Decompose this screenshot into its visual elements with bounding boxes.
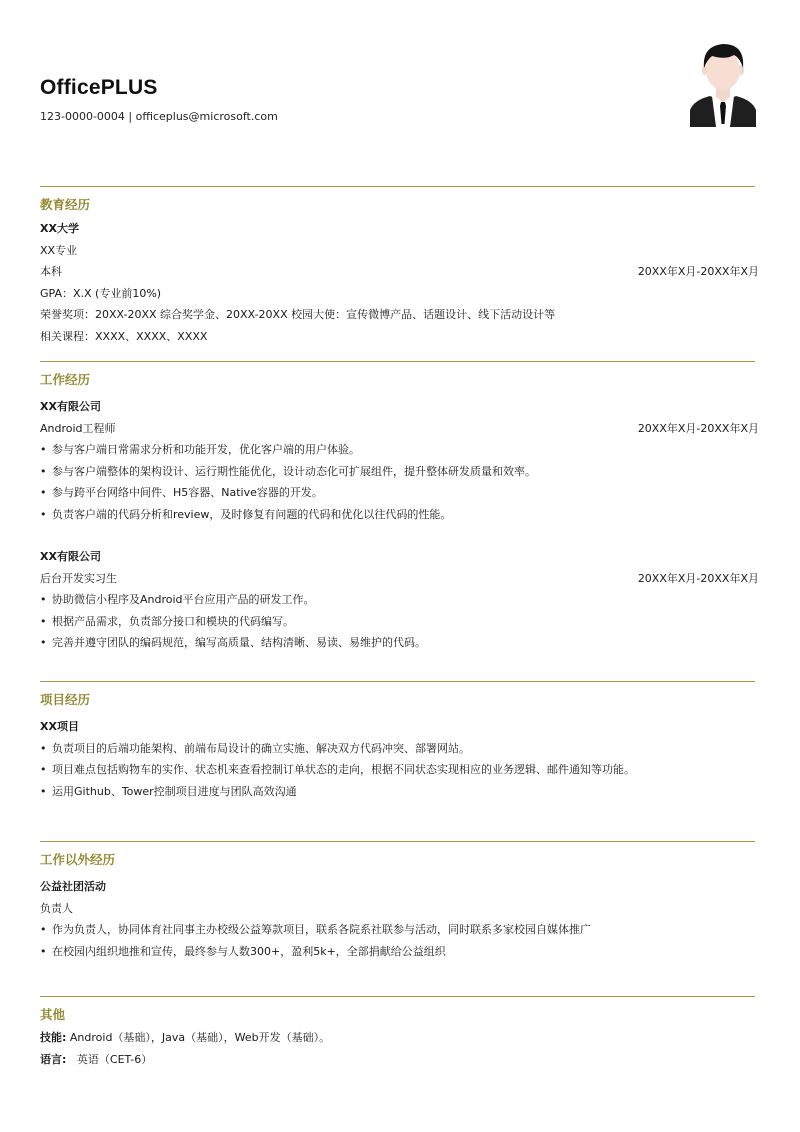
section-divider bbox=[40, 186, 755, 187]
job-role: 后台开发实习生 bbox=[40, 571, 117, 585]
extra-section bbox=[40, 841, 755, 962]
bullet-icon: • bbox=[40, 923, 47, 936]
bullet-icon: • bbox=[40, 443, 47, 456]
job-role: Android工程师 bbox=[40, 421, 116, 435]
avatar bbox=[690, 40, 756, 127]
major: XX专业 bbox=[40, 243, 78, 257]
list-item: • 负责项目的后端功能架构、前端布局设计的确立实施、解决双方代码冲突、部署网站。 bbox=[40, 738, 755, 760]
list-item: • 协助微信小程序及Android平台应用产品的研发工作。 bbox=[40, 589, 755, 611]
section-divider bbox=[40, 681, 755, 682]
degree-row bbox=[40, 261, 759, 283]
section-title-other: 其他 bbox=[40, 1007, 66, 1022]
other-section bbox=[40, 996, 755, 1070]
education-section bbox=[40, 186, 759, 347]
gpa: GPA：X.X (专业前10%) bbox=[40, 286, 162, 300]
list-item: • 参与客户端日常需求分析和功能开发，优化客户端的用户体验。 bbox=[40, 439, 755, 461]
job-role-row bbox=[40, 568, 759, 590]
job-date: 20XX年X月-20XX年X月 bbox=[637, 421, 759, 435]
degree: 本科 bbox=[40, 265, 62, 278]
bullet-icon: • bbox=[40, 614, 47, 628]
bullet-icon: • bbox=[40, 593, 47, 606]
company-name: XX有限公司 bbox=[40, 550, 101, 563]
resume-header bbox=[40, 76, 680, 123]
language-row bbox=[40, 1049, 755, 1071]
job-role-row bbox=[40, 418, 759, 440]
list-item: • 运用Github、Tower控制项目进度与团队高效沟通 bbox=[40, 781, 755, 803]
bullet-icon: • bbox=[40, 636, 47, 649]
bullet-icon: • bbox=[40, 507, 47, 521]
section-divider bbox=[40, 361, 755, 362]
bullet-icon: • bbox=[40, 486, 47, 499]
list-item: • 负责客户端的代码分析和review，及时修复有问题的代码和优化以往代码的性能。 bbox=[40, 504, 755, 526]
section-divider bbox=[40, 841, 755, 842]
list-item: • 完善并遵守团队的编码规范，编写高质量、结构清晰、易读、易维护的代码。 bbox=[40, 632, 755, 654]
language-label: 语言: bbox=[40, 1052, 67, 1066]
section-title-work: 工作经历 bbox=[40, 372, 91, 387]
projects-section bbox=[40, 681, 755, 802]
education-date: 20XX年X月-20XX年X月 bbox=[637, 265, 759, 278]
skills-label: 技能: bbox=[40, 1031, 67, 1044]
company-name: XX有限公司 bbox=[40, 400, 101, 413]
list-item: • 项目难点包括购物车的实作、状态机来查看控制订单状态的走向，根据不同状态实现相应的业务逻辑、邮件通知等功能。 bbox=[40, 759, 755, 781]
courses: 相关课程：XXXX、XXXX、XXXX bbox=[40, 329, 208, 343]
skills-row bbox=[40, 1027, 755, 1049]
honors: 荣誉奖项：20XX-20XX 综合奖学金、20XX-20XX 校园大使：宣传微博产品、话题设计、线下活动设计等 bbox=[40, 308, 556, 321]
list-item: • 参与跨平台网络中间件、H5容器、Native容器的开发。 bbox=[40, 482, 755, 504]
list-item: • 根据产品需求，负责部分接口和模块的代码编写。 bbox=[40, 611, 755, 633]
section-title-education: 教育经历 bbox=[40, 197, 91, 212]
work-section bbox=[40, 361, 759, 654]
contact-info: 123-0000-0004 | officeplus@microsoft.com bbox=[40, 110, 278, 123]
skills-value: Android（基础），Java（基础），Web开发（基础）。 bbox=[66, 1031, 331, 1044]
school-name: XX大学 bbox=[40, 222, 79, 235]
section-title-projects: 项目经历 bbox=[40, 692, 91, 707]
project-name: XX项目 bbox=[40, 720, 79, 733]
section-title-extra: 工作以外经历 bbox=[40, 852, 116, 867]
bullet-icon: • bbox=[40, 784, 47, 798]
language-value: 英语（CET-6） bbox=[66, 1052, 153, 1066]
candidate-name: OfficePLUS bbox=[40, 76, 158, 99]
bullet-icon: • bbox=[40, 741, 47, 755]
job-date: 20XX年X月-20XX年X月 bbox=[637, 571, 759, 585]
activity-name: 公益社团活动 bbox=[40, 880, 106, 893]
bullet-icon: • bbox=[40, 944, 47, 958]
activity-role: 负责人 bbox=[40, 901, 73, 915]
list-item: • 参与客户端整体的架构设计、运行期性能优化，设计动态化可扩展组件，提升整体研发质量和效率。 bbox=[40, 461, 755, 483]
bullet-icon: • bbox=[40, 464, 47, 478]
list-item: • 在校园内组织地推和宣传，最终参与人数300+，盈利5k+，全部捐献给公益组织 bbox=[40, 941, 755, 963]
bullet-icon: • bbox=[40, 763, 47, 776]
section-divider bbox=[40, 996, 755, 997]
list-item: • 作为负责人，协同体育社同事主办校级公益筹款项目，联系各院系社联参与活动，同时联系多家校园自媒体推广 bbox=[40, 919, 755, 941]
